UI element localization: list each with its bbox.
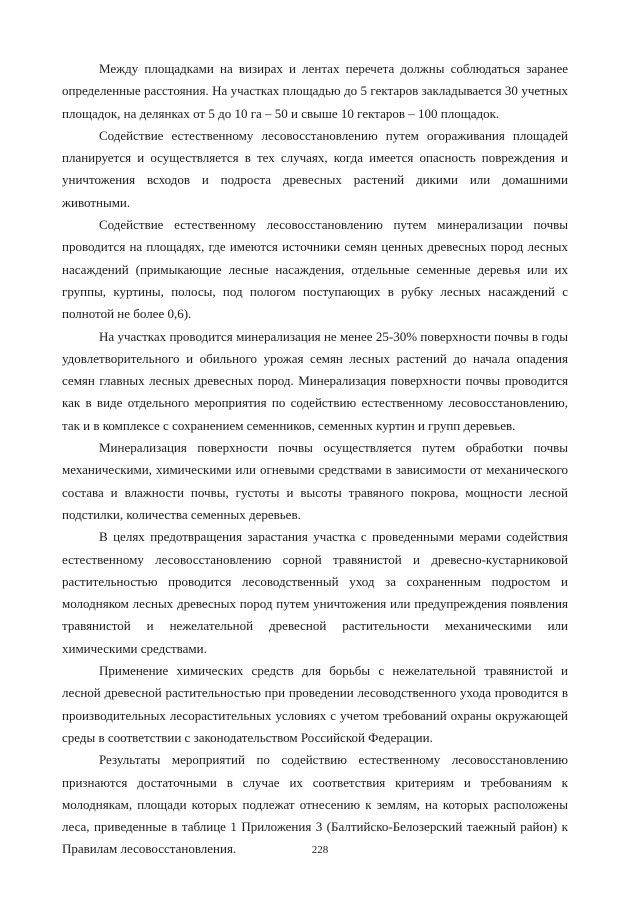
page-number: 228 — [311, 844, 329, 856]
paragraph: В целях предотвращения зарастания участка с проведенными мерами содействия естественному лесовосстановлению сорной травянистой и древесно-кустарниковой растительностью проводится лесоводственный уход за сохраненным подростом и молодняком лесных древесных пород путем уничтожения или предупреждения появления травянистой и нежелательной древесной растительности механическими или химическими средствами. — [62, 529, 568, 656]
body-text — [62, 58, 568, 861]
paragraph: Результаты мероприятий по содействию естественному лесовосстановлению признаются достаточными в случае их соответствия критериям и требованиям к молоднякам, площади которых подлежат отнесению к землям, на которых расположены леса, приведенные в таблице 1 Приложения 3 (Балтийско-Белозерский таежный район) к Правилам лесовосстановления. — [62, 752, 568, 857]
paragraph: Между площадками на визирах и лентах перечета должны соблюдаться заранее определенные расстояния. На участках площадью до 5 гектаров закладывается 30 учетных площадок, на делянках от 5 до 10 га – 50 и свыше 10 гектаров – 100 площадок. — [62, 61, 568, 121]
paragraph: На участках проводится минерализация не менее 25-30% поверхности почвы в годы удовлетворительного и обильного урожая семян лесных растений до начала опадения семян главных лесных древесных пород. Минерализация поверхности почвы проводится как в виде отдельного мероприятия по содействию естественному лесовосстановлению, так и в комплексе с сохранением семенников, семенных куртин и групп деревьев. — [62, 328, 568, 433]
paragraph: Применение химических средств для борьбы с нежелательной травянистой и лесной древесной растительностью при проведении лесоводственного ухода проводится в производительных лесорастительных условиях с учетом требований охраны окружающей среды в соответствии с законодательством Российской Федерации. — [62, 663, 568, 745]
paragraph: Минерализация поверхности почвы осуществляется путем обработки почвы механическими, химическими или огневыми средствами в зависимости от механического состава и влажности почвы, густоты и высоты травяного покрова, мощности лесной подстилки, количества семенных деревьев. — [62, 440, 568, 522]
paragraph: Содействие естественному лесовосстановлению путем огораживания площадей планируется и осуществляется в тех случаях, когда имеется опасность повреждения и уничтожения всходов и подроста древесных растений дикими или домашними животными. — [62, 127, 568, 210]
paragraph: Содействие естественному лесовосстановлению путем минерализации почвы проводится на площадях, где имеются источники семян ценных древесных пород лесных насаждений (примыкающие лесные насаждения, отдельные семенные деревья или их группы, куртины, полосы, под пологом поступающих в рубку лесных насаждений с полнотой не более 0,6). — [62, 217, 568, 322]
